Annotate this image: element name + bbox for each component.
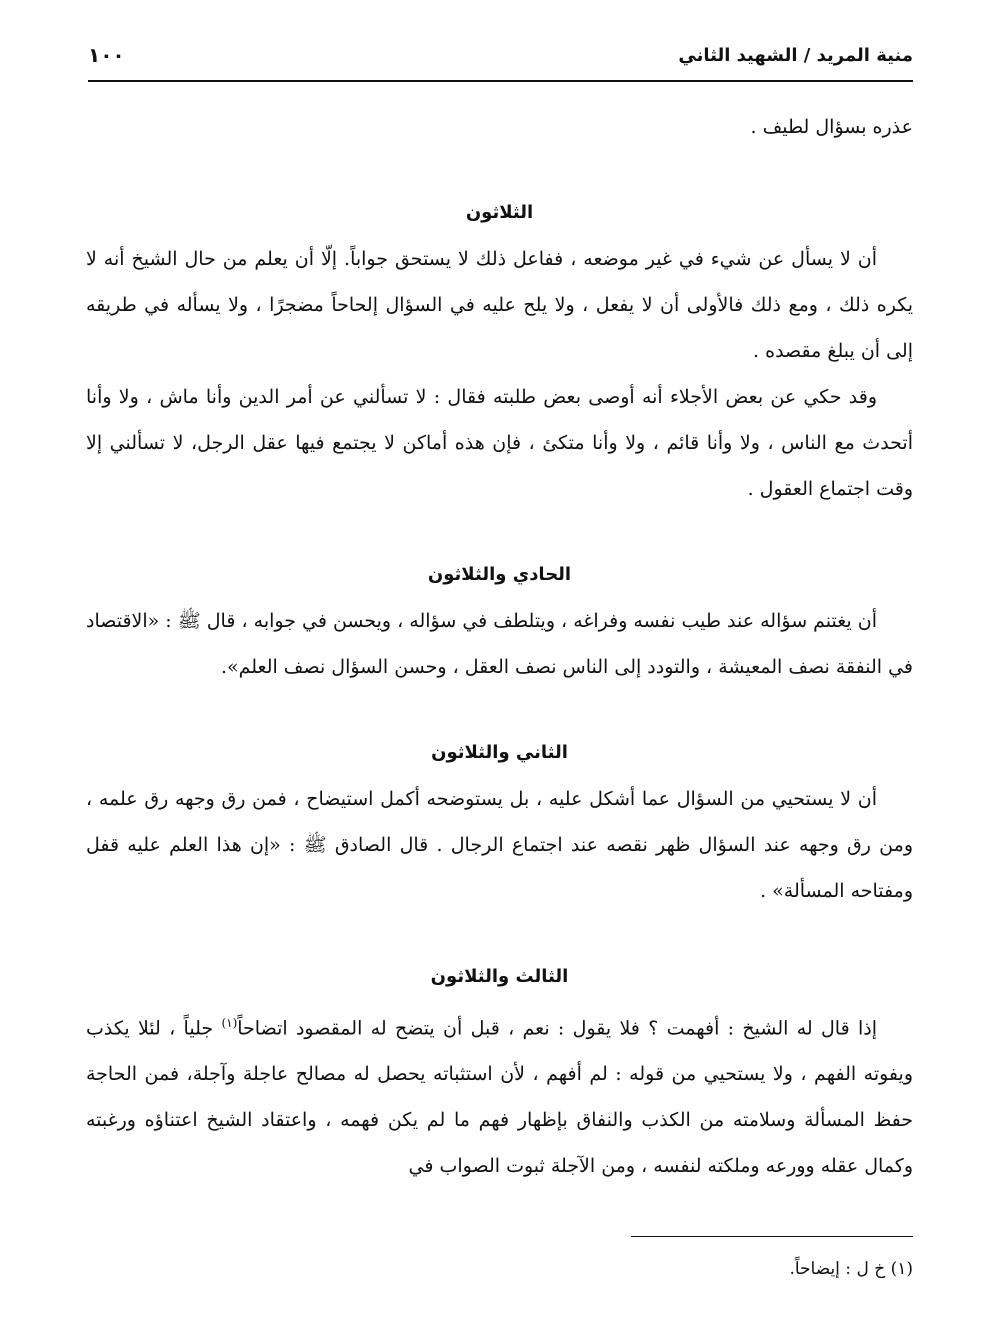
footnote: (١) خ ل : إيضاحاً. xyxy=(789,1259,913,1279)
header-rule xyxy=(88,80,913,82)
page-body xyxy=(86,104,913,1189)
section-title-30: الثلاثون xyxy=(465,202,534,223)
section-gap xyxy=(86,690,913,730)
footnote-rule xyxy=(631,1236,913,1237)
section-33-paragraph-1 xyxy=(86,1000,913,1189)
footnote-reference: (١) xyxy=(221,1016,238,1030)
section-gap xyxy=(86,512,913,552)
running-header xyxy=(88,38,913,72)
section-33-text-part-2: جلياً ، لئلا يكذب ويفوته الفهم ، ولا يستحيي من قوله : لم أفهم ، لأن استثباته يحصل له مصالح عاجلة وآجلة، فمن الحاجة حفظ المسألة وسلامته من الكذب والنفاق بإظهار فهم ما لم يكن فهمه ، واعتقاد الشيخ اعتناؤه ورغبته وكمال عقله وورعه وملكته لنفسه ، ومن الآجلة ثبوت الصواب في xyxy=(86,1017,913,1178)
section-33-text-part-1: إذا قال له الشيخ : أفهمت ؟ فلا يقول : نعم ، قبل أن يتضح له المقصود اتضاحاً xyxy=(237,1017,877,1040)
intro-line: عذره بسؤال لطيف . xyxy=(750,116,913,138)
section-title-33: الثالث والثلاثون xyxy=(430,966,569,987)
section-31-paragraph-1: أن يغتنم سؤاله عند طيب نفسه وفراغه ، ويتلطف في سؤاله ، ويحسن في جوابه ، قال ﷺ : «الاقتصاد في النفقة نصف المعيشة ، والتودد إلى الناس نصف العقل ، وحسن السؤال نصف العلم». xyxy=(85,610,913,678)
book-title: منية المريد / الشهيد الثاني xyxy=(678,44,913,66)
section-title-32: الثاني والثلاثون xyxy=(431,742,568,763)
section-30-paragraph-1: أن لا يسأل عن شيء في غير موضعه ، ففاعل ذلك لا يستحق جواباً. إلّا أن يعلم من حال الشيخ أنه لا يكره ذلك ، ومع ذلك فالأولى أن لا يفعل ، ولا يلح عليه في السؤال إلحاحاً مضجرًا ، ولا يسأله في طريقه إلى أن يبلغ مقصده . xyxy=(86,248,913,362)
section-title-31: الحادي والثلاثون xyxy=(427,564,572,585)
page-number: ١٠٠ xyxy=(88,43,125,67)
section-gap xyxy=(86,150,913,190)
section-32-paragraph-1: أن لا يستحيي من السؤال عما أشكل عليه ، بل يستوضحه أكمل استيضاح ، فمن رق وجهه رق علمه ، ومن رق وجهه عند السؤال ظهر نقصه عند اجتماع الرجال . قال الصادق ﷺ : «إن هذا العلم عليه قفل ومفتاحه المسألة» . xyxy=(86,788,913,902)
section-gap xyxy=(86,914,913,954)
section-30-paragraph-2: وقد حكي عن بعض الأجلاء أنه أوصى بعض طلبته فقال : لا تسألني عن أمر الدين وأنا ماش ، ولا وأنا أتحدث مع الناس ، ولا وأنا قائم ، ولا وأنا متكئ ، فإن هذه أماكن لا يجتمع فيها عقل الرجل، لا تسألني إلا وقت اجتماع العقول . xyxy=(86,386,913,500)
